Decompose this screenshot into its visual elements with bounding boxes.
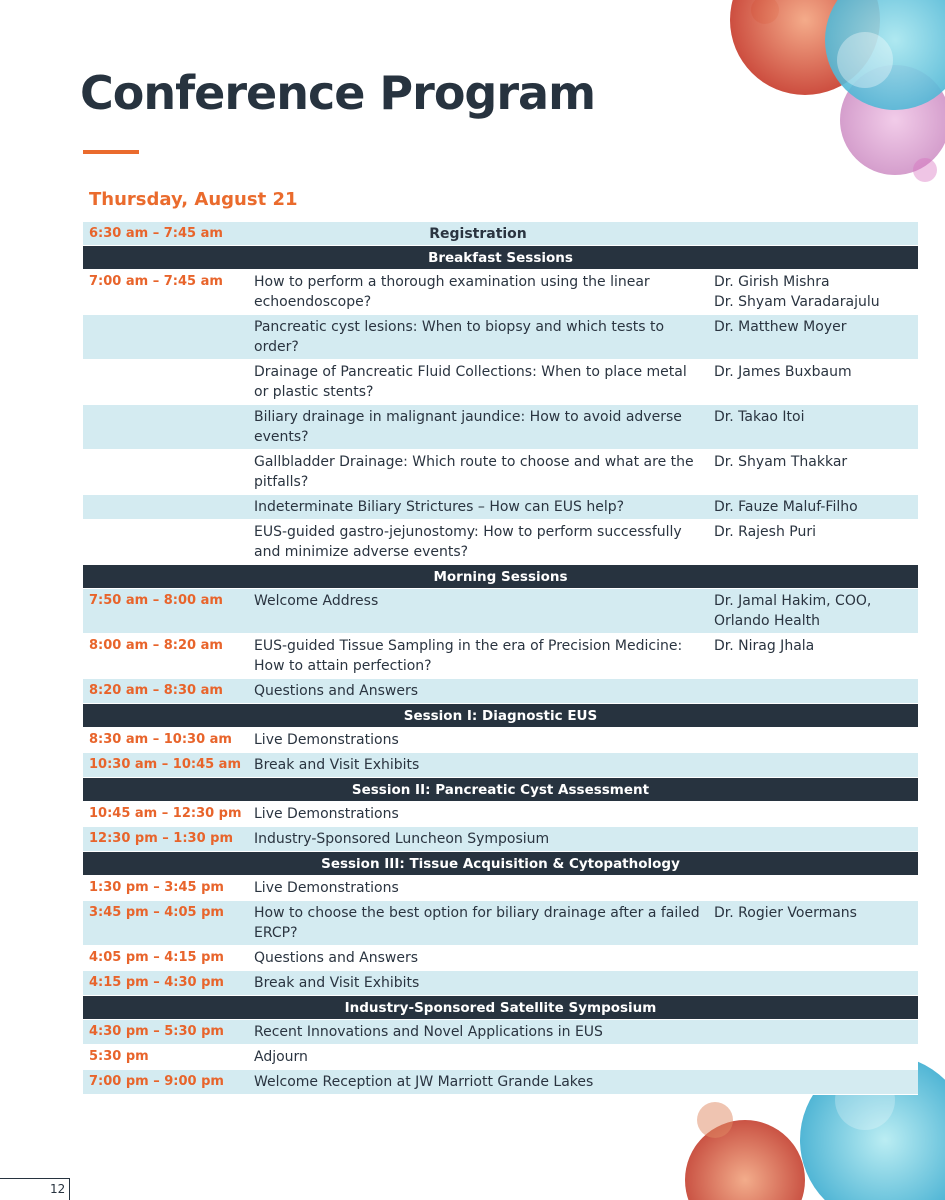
session-time: 8:00 am – 8:20 am bbox=[89, 638, 223, 653]
session-time: 3:45 pm – 4:05 pm bbox=[89, 905, 224, 920]
session-title: Live Demonstrations bbox=[254, 732, 399, 748]
section-header bbox=[83, 246, 918, 270]
schedule-row bbox=[83, 876, 918, 901]
session-title: How to perform a thorough examination using the linear echoendoscope? bbox=[254, 274, 650, 310]
schedule-row bbox=[83, 520, 918, 565]
schedule-row bbox=[83, 495, 918, 520]
section-header-title: Session I: Diagnostic EUS bbox=[403, 708, 598, 724]
session-title: How to choose the best option for biliary drainage after a failed ERCP? bbox=[254, 905, 700, 941]
section-header-title: Session II: Pancreatic Cyst Assessment bbox=[351, 782, 650, 798]
section-header bbox=[83, 996, 918, 1020]
session-title: Pancreatic cyst lesions: When to biopsy and which tests to order? bbox=[254, 319, 665, 355]
session-speaker: Dr. Girish Mishra Dr. Shyam Varadarajulu bbox=[714, 274, 880, 310]
session-time: 4:30 pm – 5:30 pm bbox=[89, 1024, 224, 1039]
schedule-row bbox=[83, 753, 918, 778]
session-title: Welcome Address bbox=[254, 593, 379, 609]
session-speaker bbox=[714, 804, 918, 824]
session-speaker bbox=[714, 973, 918, 993]
session-title: Break and Visit Exhibits bbox=[254, 757, 420, 773]
session-time bbox=[83, 362, 254, 402]
schedule-row bbox=[83, 827, 918, 852]
schedule-row bbox=[83, 901, 918, 946]
session-speaker: Dr. Takao Itoi bbox=[714, 409, 805, 425]
schedule-row bbox=[83, 971, 918, 996]
section-header-title: Industry-Sponsored Satellite Symposium bbox=[344, 1000, 657, 1016]
session-speaker bbox=[714, 1072, 918, 1092]
registration-row bbox=[83, 222, 918, 246]
session-speaker: Dr. James Buxbaum bbox=[714, 364, 852, 380]
session-title: Recent Innovations and Novel Applications in EUS bbox=[254, 1024, 603, 1040]
day-heading: Thursday, August 21 bbox=[89, 189, 298, 210]
session-speaker bbox=[714, 730, 918, 750]
session-title: EUS-guided Tissue Sampling in the era of Precision Medicine: How to attain perfection? bbox=[254, 638, 683, 674]
session-speaker: Dr. Nirag Jhala bbox=[714, 638, 815, 654]
section-header-title: Morning Sessions bbox=[433, 569, 568, 585]
session-time: 12:30 pm – 1:30 pm bbox=[89, 831, 234, 846]
section-header bbox=[83, 704, 918, 728]
session-title: Adjourn bbox=[254, 1049, 308, 1065]
schedule-row bbox=[83, 270, 918, 315]
schedule-table bbox=[83, 222, 918, 1095]
session-title: Questions and Answers bbox=[254, 950, 419, 966]
session-title: Live Demonstrations bbox=[254, 880, 399, 896]
session-title: Gallbladder Drainage: Which route to choose and what are the pitfalls? bbox=[254, 454, 694, 490]
session-speaker bbox=[714, 681, 918, 701]
session-time: 5:30 pm bbox=[89, 1049, 149, 1064]
session-speaker bbox=[714, 878, 918, 898]
session-time bbox=[83, 407, 254, 447]
session-speaker bbox=[714, 948, 918, 968]
section-header bbox=[83, 778, 918, 802]
session-title: Drainage of Pancreatic Fluid Collections: When to place metal or plastic stents? bbox=[254, 364, 687, 400]
schedule-row bbox=[83, 315, 918, 360]
session-speaker bbox=[714, 829, 918, 849]
session-time bbox=[83, 317, 254, 357]
schedule-row bbox=[83, 450, 918, 495]
section-header bbox=[83, 565, 918, 589]
session-speaker bbox=[714, 1022, 918, 1042]
session-speaker bbox=[714, 755, 918, 775]
schedule-row bbox=[83, 679, 918, 704]
session-title: Biliary drainage in malignant jaundice: How to avoid adverse events? bbox=[254, 409, 682, 445]
schedule-row bbox=[83, 1045, 918, 1070]
session-speaker: Dr. Fauze Maluf-Filho bbox=[714, 499, 858, 515]
schedule-row bbox=[83, 360, 918, 405]
schedule-row bbox=[83, 1020, 918, 1045]
schedule-row bbox=[83, 1070, 918, 1095]
session-time: 7:50 am – 8:00 am bbox=[89, 593, 223, 608]
session-title: Break and Visit Exhibits bbox=[254, 975, 420, 991]
schedule-row bbox=[83, 802, 918, 827]
schedule-row bbox=[83, 405, 918, 450]
session-time: 10:30 am – 10:45 am bbox=[89, 757, 242, 772]
session-time: 6:30 am – 7:45 am bbox=[89, 226, 223, 241]
schedule-row bbox=[83, 946, 918, 971]
session-time bbox=[83, 452, 254, 492]
session-title: Welcome Reception at JW Marriott Grande Lakes bbox=[254, 1074, 594, 1090]
session-time: 8:30 am – 10:30 am bbox=[89, 732, 232, 747]
schedule-row bbox=[83, 634, 918, 679]
session-time: 8:20 am – 8:30 am bbox=[89, 683, 223, 698]
session-time bbox=[83, 522, 254, 562]
session-title: Questions and Answers bbox=[254, 683, 419, 699]
session-title: EUS-guided gastro-jejunostomy: How to perform successfully and minimize adverse events? bbox=[254, 524, 682, 560]
schedule-row bbox=[83, 728, 918, 753]
decorative-art-top bbox=[565, 0, 945, 200]
session-title: Indeterminate Biliary Strictures – How can EUS help? bbox=[254, 499, 625, 515]
session-speaker: Dr. Rajesh Puri bbox=[714, 524, 816, 540]
session-title: Live Demonstrations bbox=[254, 806, 399, 822]
session-time: 4:05 pm – 4:15 pm bbox=[89, 950, 224, 965]
registration-title: Registration bbox=[429, 226, 527, 242]
section-header-title: Breakfast Sessions bbox=[428, 250, 573, 266]
session-time: 7:00 pm – 9:00 pm bbox=[89, 1074, 224, 1089]
session-time bbox=[83, 497, 254, 517]
session-speaker: Dr. Rogier Voermans bbox=[714, 905, 857, 921]
session-time: 4:15 pm – 4:30 pm bbox=[89, 975, 224, 990]
session-speaker: Dr. Jamal Hakim, COO, Orlando Health bbox=[714, 593, 872, 629]
session-time: 7:00 am – 7:45 am bbox=[89, 274, 223, 289]
session-speaker: Dr. Matthew Moyer bbox=[714, 319, 847, 335]
session-speaker: Dr. Shyam Thakkar bbox=[714, 454, 848, 470]
session-speaker bbox=[714, 1047, 918, 1067]
schedule-row bbox=[83, 589, 918, 634]
page-title: Conference Program bbox=[80, 66, 596, 120]
session-title: Industry-Sponsored Luncheon Symposium bbox=[254, 831, 550, 847]
session-time: 1:30 pm – 3:45 pm bbox=[89, 880, 224, 895]
section-header bbox=[83, 852, 918, 876]
title-underline bbox=[83, 150, 139, 154]
section-header-title: Session III: Tissue Acquisition & Cytopathology bbox=[321, 856, 680, 872]
session-time: 10:45 am – 12:30 pm bbox=[89, 806, 242, 821]
page-number: 12 bbox=[50, 1182, 66, 1196]
